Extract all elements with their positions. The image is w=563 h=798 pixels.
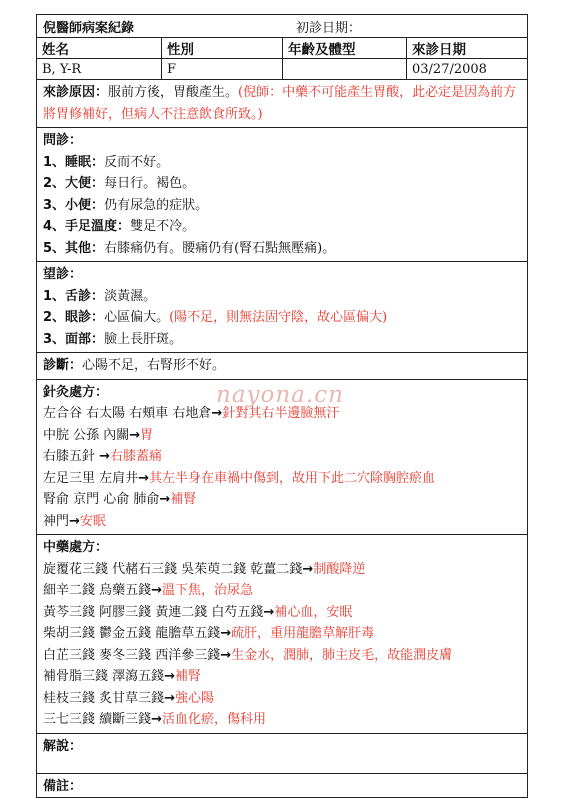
list-item [43, 329, 521, 351]
effect-text: 補腎 [175, 669, 202, 684]
arrow-icon: → [151, 712, 163, 727]
explanation-section [37, 733, 527, 773]
list-item [43, 489, 521, 511]
arrow-icon: → [220, 647, 232, 663]
first-visit-label: 初診日期： [296, 20, 362, 36]
effect-text: 生金水，潤肺，肺主皮毛，故能潤皮膚 [231, 647, 453, 663]
effect-text: 右膝蓋痛 [110, 449, 163, 464]
herbs: 柴胡三錢 鬱金五錢 龍膽草五錢 [43, 626, 221, 641]
diagnosis-section [37, 352, 527, 379]
item-text: 仍有尿急的症狀。 [104, 197, 209, 213]
herbs: 補骨脂三錢 澤瀉五錢 [43, 669, 165, 684]
arrow-icon: → [151, 583, 163, 598]
item-number: 1、 [43, 154, 66, 170]
watermark: nayona.cn [216, 382, 344, 408]
arrow-icon: → [129, 427, 141, 443]
acupoints: 中脘 公孫 內關 [43, 427, 130, 443]
item-number: 3、 [43, 197, 66, 213]
list-item [43, 688, 521, 710]
col-age-build: 年齡及體型 [282, 38, 406, 58]
arrow-icon: → [69, 513, 80, 529]
inquiry-title: 問診： [43, 133, 83, 148]
explanation-label: 解說： [43, 738, 83, 754]
col-gender: 性別 [161, 38, 282, 58]
inquiry-section [37, 127, 527, 261]
effect-text: 其左半身在車禍中傷到，故用下此二穴除胸腔瘀血 [149, 470, 436, 486]
item-label: 睡眠： [65, 154, 105, 170]
info-table-row [37, 58, 527, 79]
list-item [43, 286, 521, 308]
herbal-title: 中藥處方： [43, 540, 109, 555]
visit-date: 03/27/2008 [406, 59, 527, 79]
arrow-icon: → [211, 406, 223, 421]
acupoints: 左足三里 左肩井 [43, 470, 139, 486]
item-number: 5、 [43, 240, 66, 256]
item-text: 每日行。褐色。 [104, 176, 196, 191]
record-header [37, 15, 527, 37]
item-number: 1、 [43, 288, 66, 304]
list-item [43, 602, 521, 624]
item-number: 2、 [43, 176, 66, 191]
effect-text: 補心血，安眠 [274, 604, 353, 620]
col-name: 姓名 [42, 42, 69, 58]
acupoints: 神門 [43, 513, 70, 529]
item-text: 心區偏大。 [104, 310, 170, 325]
herbal-section [37, 534, 527, 733]
list-item [43, 511, 521, 533]
list-item [43, 425, 521, 447]
diagnosis-label: 診斷： [43, 358, 83, 373]
list-item [43, 709, 521, 731]
acupuncture-title: 針灸處方： [43, 384, 109, 400]
observation-section [37, 261, 527, 352]
acupoints: 右膝五針 [43, 449, 100, 464]
effect-text: 活血化瘀，傷科用 [162, 712, 267, 727]
reason-label: 來診原因： [43, 85, 109, 100]
arrow-icon: → [164, 690, 176, 706]
effect-text: 安眠 [79, 513, 106, 529]
item-label: 大便： [65, 176, 105, 191]
arrow-icon: → [159, 492, 171, 507]
info-table-header [37, 37, 527, 58]
list-item [43, 173, 521, 195]
herbs: 白芷三錢 麥冬三錢 西洋參三錢 [43, 647, 221, 663]
list-item [43, 623, 521, 645]
col-visit-date: 來診日期 [406, 38, 527, 58]
remarks-section [37, 773, 527, 797]
effect-text: 疏肝，重用龍膽草解肝毒 [231, 626, 375, 641]
list-item [43, 468, 521, 490]
acupoints: 左合谷 右太陽 右頰車 右地倉 [43, 406, 212, 421]
list-item [43, 238, 521, 260]
item-text: 右膝痛仍有。腰痛仍有(腎石點無壓痛)。 [104, 240, 336, 256]
patient-name: B, Y-R [42, 61, 82, 77]
item-number: 2、 [43, 310, 66, 325]
item-label: 其他： [65, 240, 105, 256]
arrow-icon: → [138, 470, 150, 486]
reason-text: 服前方後，胃酸產生。 [108, 85, 239, 100]
arrow-icon: → [220, 626, 232, 641]
effect-text: 制酸降逆 [313, 561, 366, 577]
item-label: 小便： [65, 197, 105, 213]
patient-age-build [282, 59, 406, 79]
acupoints: 腎俞 京門 心俞 肺俞 [43, 492, 160, 507]
list-item [43, 666, 521, 688]
patient-gender: F [161, 59, 282, 79]
herbs: 細辛二錢 烏藥五錢 [43, 583, 152, 598]
reason-note: (倪師：中藥不可能產生胃酸，此必定是因為前方將胃修補好，但病人不注意飲食所致。) [43, 85, 517, 122]
item-label: 舌診： [65, 288, 105, 304]
list-item [43, 446, 521, 468]
list-item [43, 559, 521, 581]
arrow-icon: → [99, 449, 111, 464]
effect-text: 針對其右半邊臉無汗 [222, 406, 340, 421]
list-item [43, 580, 521, 602]
item-label: 面部： [65, 331, 105, 347]
arrow-icon: → [164, 669, 176, 684]
diagnosis-text: 心陽不足，右腎形不好。 [82, 358, 226, 373]
effect-text: 補腎 [170, 492, 197, 507]
observation-title: 望診： [43, 267, 83, 282]
remarks-label: 備註： [43, 778, 83, 794]
herbs: 桂枝三錢 炙甘草三錢 [43, 690, 165, 706]
list-item [43, 216, 521, 238]
reason-section [37, 79, 527, 127]
item-text: 雙足不冷。 [130, 219, 196, 234]
effect-text: 胃 [140, 427, 154, 443]
arrow-icon: → [302, 561, 314, 577]
arrow-icon: → [263, 604, 275, 620]
list-item [43, 307, 521, 329]
item-text: 臉上長肝斑。 [104, 331, 183, 347]
item-text: 反而不好。 [104, 154, 170, 170]
list-item [43, 152, 521, 174]
record-title: 倪醫師病案紀錄 [43, 20, 135, 36]
list-item [43, 195, 521, 217]
herbs: 三七三錢 續斷三錢 [43, 712, 152, 727]
item-note: (陽不足，則無法固守陰，故心區偏大) [169, 310, 388, 325]
effect-text: 強心陽 [175, 690, 215, 706]
herbs: 黃芩三錢 阿膠三錢 黃連二錢 白芍五錢 [43, 604, 264, 620]
herbs: 旋覆花三錢 代赭石三錢 吳茱萸二錢 乾薑二錢 [43, 561, 303, 577]
item-label: 眼診： [65, 310, 105, 325]
item-text: 淡黃濕。 [104, 288, 157, 304]
list-item [43, 645, 521, 667]
effect-text: 溫下焦，治尿急 [162, 583, 254, 598]
item-number: 3、 [43, 331, 66, 347]
item-number: 4、 [43, 219, 66, 234]
item-label: 手足溫度： [65, 219, 131, 234]
